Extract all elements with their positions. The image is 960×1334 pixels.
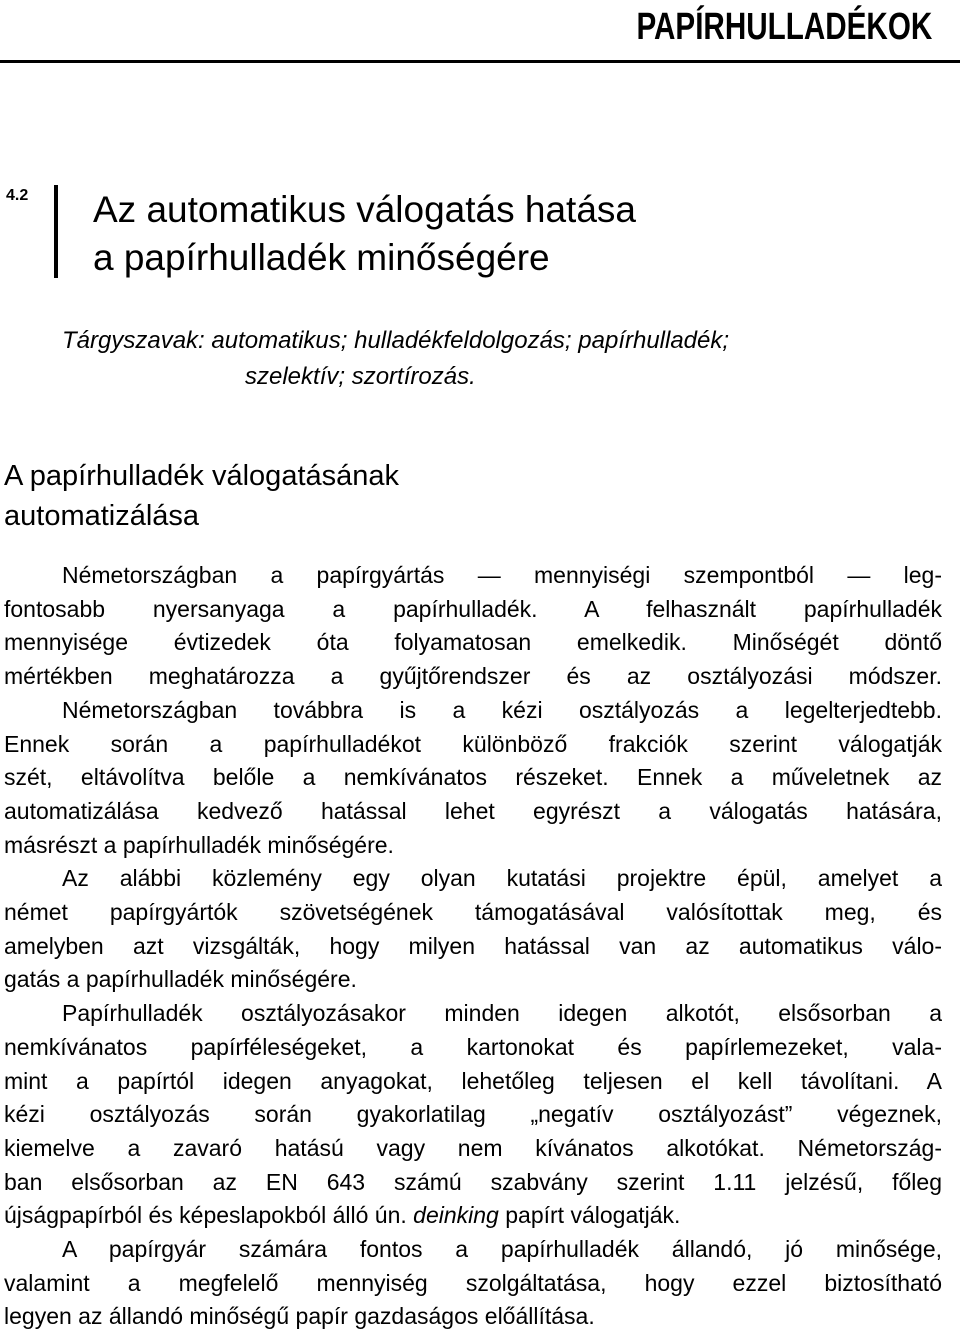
text-line: A papírgyár számára fontos a papírhulladék állandó, jó minősége, (62, 1236, 942, 1263)
paragraph (4, 997, 942, 1233)
text-line: Németországban a papírgyártás — mennyiségi szempontból — leg- (62, 562, 942, 588)
section-title-line: Az automatikus válogatás hatása (93, 189, 636, 230)
subheading-line: A papírhulladék válogatásának (4, 460, 400, 492)
text-fragment: papírt válogatják. (498, 1202, 681, 1229)
text-line: nemkívánatos papírféleségeket, a kartonokat és papírlemezeket, vala- (4, 1033, 942, 1060)
italic-term: deinking (413, 1202, 499, 1229)
subheading-line: automatizálása (4, 500, 200, 532)
text-line: Németországban továbbra is a kézi osztályozás a legelterjedtebb. (62, 696, 942, 723)
text-line: mennyisége évtizedek óta folyamatosan emelkedik. Minőségét döntő (4, 629, 942, 656)
text-line: kiemelve a zavaró hatású vagy nem kívánatos alkotókat. Németország- (4, 1134, 942, 1161)
paragraph (4, 559, 942, 862)
text-line: valamint a megfelelő mennyiség szolgáltatása, hogy ezzel biztosítható (4, 1269, 942, 1296)
text-line: Az alábbi közlemény egy olyan kutatási projektre épül, amelyet a (62, 865, 942, 892)
paragraph (4, 1233, 942, 1334)
header-divider (0, 60, 960, 63)
text-line: kézi osztályozás során gyakorlatilag „negatív osztályozást” végeznek, (4, 1101, 942, 1128)
subheading (4, 456, 399, 536)
text-line: ban elsősorban az EN 643 számú szabvány szerint 1.11 jelzésű, főleg (4, 1168, 942, 1195)
paragraph (4, 862, 942, 997)
text-line: mértékben meghatározza a gyűjtőrendszer és az osztályozási módszer. (4, 663, 942, 690)
keywords-line: Tárgyszavak: automatikus; hulladékfeldolgozás; papírhulladék; (62, 327, 730, 354)
section-number: 4.2 (6, 187, 29, 204)
section-bar (54, 185, 58, 278)
running-header-title: PAPÍRHULLADÉKOK (636, 6, 932, 48)
text-line: legyen az állandó minőségű papír gazdaságos előállítása. (4, 1303, 595, 1330)
text-line: szét, eltávolítva belőle a nemkívánatos részeket. Ennek a műveletnek az (4, 764, 942, 791)
text-line: amelyben azt vizsgálták, hogy milyen hatással van az automatikus válo- (4, 932, 942, 959)
keywords (62, 323, 729, 395)
text-line: másrészt a papírhulladék minőségére. (4, 831, 394, 858)
section-title (93, 186, 636, 282)
text-fragment: újságpapírból és képeslapokból álló ún. (4, 1202, 414, 1229)
keywords-line: szelektív; szortírozás. (245, 363, 476, 390)
text-line: Ennek során a papírhulladékot különböző frakciók szerint válogatják (4, 730, 942, 757)
text-line: fontosabb nyersanyaga a papírhulladék. A felhasznált papírhulladék (4, 595, 942, 622)
text-line: Papírhulladék osztályozásakor minden idegen alkotót, elsősorban a (62, 1000, 942, 1027)
text-line: gatás a papírhulladék minőségére. (4, 966, 357, 993)
text-line: német papírgyártók szövetségének támogatásával valósítottak meg, és (4, 899, 942, 926)
text-line: automatizálása kedvező hatással lehet egyrészt a válogatás hatására, (4, 797, 942, 824)
text-line: mint a papírtól idegen anyagokat, lehetőleg teljesen el kell távolítani. A (4, 1067, 942, 1094)
body-text (4, 559, 942, 1334)
text-line-deinking (4, 1199, 942, 1233)
section-title-line: a papírhulladék minőségére (93, 237, 550, 278)
page-header (0, 0, 960, 62)
